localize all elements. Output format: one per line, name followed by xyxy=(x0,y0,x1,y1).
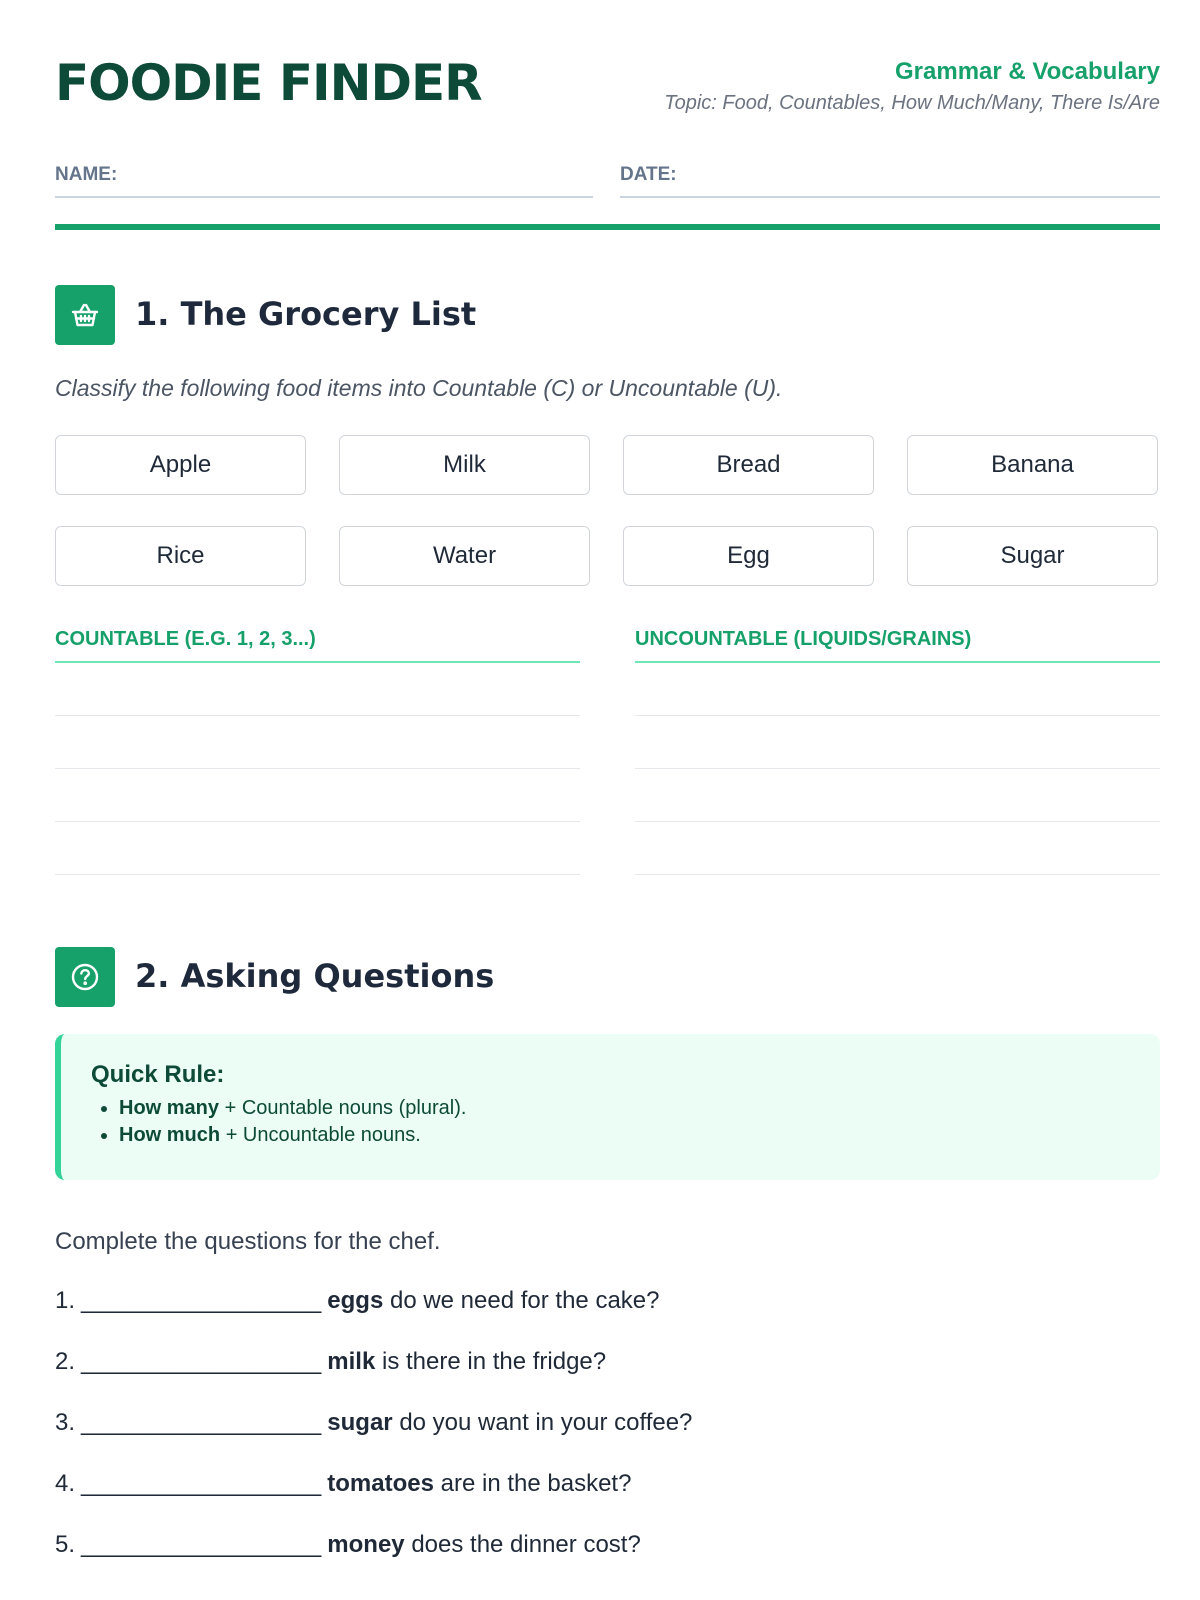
countable-column xyxy=(55,625,580,875)
uncountable-heading: UNCOUNTABLE (LIQUIDS/GRAINS) xyxy=(635,625,1160,663)
question-noun: sugar xyxy=(327,1409,393,1436)
question-text: is there in the fridge? xyxy=(381,1348,607,1375)
rule-item xyxy=(119,1122,1130,1149)
answer-blank[interactable]: __________________ xyxy=(81,1409,322,1436)
rule-text: + Uncountable nouns. xyxy=(225,1124,421,1146)
question-number: 1. xyxy=(55,1287,76,1314)
question-number: 2. xyxy=(55,1348,76,1375)
classify-instruction: Classify the following food items into Countable (C) or Uncountable (U). xyxy=(55,375,783,401)
rule-keyword: How much xyxy=(119,1124,221,1146)
question-text: do we need for the cake? xyxy=(389,1287,660,1314)
word-card: Sugar xyxy=(907,526,1158,586)
answer-line[interactable] xyxy=(635,769,1160,822)
section-asking-questions-header xyxy=(55,947,1160,1007)
name-field[interactable] xyxy=(55,160,593,198)
quick-rule-box xyxy=(55,1034,1160,1180)
date-label: DATE: xyxy=(620,164,677,185)
word-card: Water xyxy=(339,526,590,586)
question-noun: tomatoes xyxy=(327,1470,434,1497)
word-card: Rice xyxy=(55,526,306,586)
date-field[interactable] xyxy=(620,160,1160,198)
page-title: FOODIE FINDER xyxy=(55,54,482,112)
answer-blank[interactable]: __________________ xyxy=(81,1531,322,1558)
word-card: Milk xyxy=(339,435,590,495)
uncountable-column xyxy=(635,625,1160,875)
answer-line[interactable] xyxy=(635,822,1160,875)
question-item xyxy=(55,1468,631,1500)
countable-heading: COUNTABLE (E.G. 1, 2, 3...) xyxy=(55,625,580,663)
question-noun: money xyxy=(327,1531,405,1558)
question-item xyxy=(55,1346,606,1378)
word-card: Egg xyxy=(623,526,874,586)
answer-line[interactable] xyxy=(55,663,580,716)
header xyxy=(55,52,1160,122)
section-grocery-list-header xyxy=(55,285,1160,345)
word-card: Banana xyxy=(907,435,1158,495)
question-circle-icon xyxy=(55,947,115,1007)
header-divider xyxy=(55,224,1160,230)
question-noun: eggs xyxy=(327,1287,384,1314)
subject-label: Grammar & Vocabulary xyxy=(895,58,1160,85)
rule-text: + Countable nouns (plural). xyxy=(224,1097,467,1119)
word-card: Bread xyxy=(623,435,874,495)
section-title: 2. Asking Questions xyxy=(135,957,495,995)
answer-line[interactable] xyxy=(635,716,1160,769)
questions-instruction: Complete the questions for the chef. xyxy=(55,1228,441,1255)
name-label: NAME: xyxy=(55,164,118,185)
answer-line[interactable] xyxy=(55,822,580,875)
answer-blank[interactable]: __________________ xyxy=(81,1470,322,1497)
question-text: do you want in your coffee? xyxy=(399,1409,693,1436)
question-item xyxy=(55,1407,692,1439)
rule-keyword: How many xyxy=(119,1097,220,1119)
answer-line[interactable] xyxy=(55,716,580,769)
topic-label: Topic: Food, Countables, How Much/Many, There Is/Are xyxy=(664,92,1160,114)
answer-line[interactable] xyxy=(55,769,580,822)
question-noun: milk xyxy=(327,1348,376,1375)
question-text: does the dinner cost? xyxy=(411,1531,641,1558)
question-item xyxy=(55,1529,641,1561)
rule-item xyxy=(119,1095,1130,1122)
basket-icon xyxy=(55,285,115,345)
question-text: are in the basket? xyxy=(440,1470,632,1497)
section-title: 1. The Grocery List xyxy=(135,295,477,333)
answer-blank[interactable]: __________________ xyxy=(81,1287,322,1314)
rule-list xyxy=(91,1095,1130,1149)
answer-blank[interactable]: __________________ xyxy=(81,1348,322,1375)
question-number: 5. xyxy=(55,1531,76,1558)
answer-line[interactable] xyxy=(635,663,1160,716)
rule-title: Quick Rule: xyxy=(91,1061,225,1088)
question-number: 4. xyxy=(55,1470,76,1497)
question-item xyxy=(55,1285,660,1317)
question-number: 3. xyxy=(55,1409,76,1436)
word-card: Apple xyxy=(55,435,306,495)
